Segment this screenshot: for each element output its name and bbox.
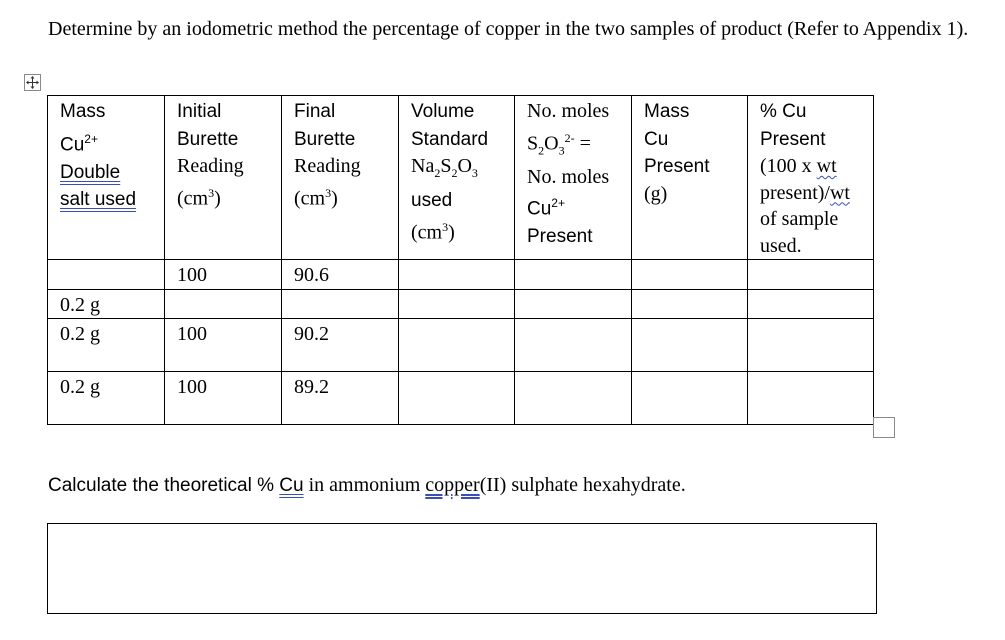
cell-final[interactable]: [282, 289, 399, 319]
header-final[interactable]: Final Burette Reading $(cm^3)$: [282, 96, 399, 260]
cell-final[interactable]: 90.2: [282, 319, 399, 372]
cell-mass-cu[interactable]: [632, 319, 748, 372]
table-row: [48, 260, 874, 290]
cell-mass[interactable]: 0.2 g: [48, 372, 165, 425]
header-mass[interactable]: Mass $Cu^{2+}$ Double salt used: [48, 96, 165, 260]
table-resize-handle[interactable]: [873, 417, 895, 438]
cell-moles[interactable]: [515, 372, 632, 425]
header-volume[interactable]: Volume Standard $Na_2S_2O_3$ used $(cm^3)$: [399, 96, 515, 260]
cell-moles[interactable]: [515, 289, 632, 319]
cell-percent-cu[interactable]: [748, 289, 874, 319]
cell-moles[interactable]: [515, 260, 632, 290]
cell-initial[interactable]: 100: [165, 319, 282, 372]
cell-volume[interactable]: [399, 260, 515, 290]
cell-initial[interactable]: 100: [165, 260, 282, 290]
header-moles[interactable]: No. moles $S_2O_3^{2-}$ = No. moles $Cu^{2+}$ Present: [515, 96, 632, 260]
cell-final[interactable]: 90.6: [282, 260, 399, 290]
question-text: Calculate the theoretical % Cu in ammonium copper(II) sulphate hexahydrate.: [48, 474, 686, 496]
cell-percent-cu[interactable]: [748, 319, 874, 372]
results-table: [47, 95, 874, 425]
cell-volume[interactable]: [399, 372, 515, 425]
cell-percent-cu[interactable]: [748, 260, 874, 290]
header-percent-cu[interactable]: % Cu Present (100 x wt present)/wt of sample used.: [748, 96, 874, 260]
header-initial[interactable]: Initial Burette Reading $(cm^3)$: [165, 96, 282, 260]
table-row: [48, 319, 874, 372]
cell-final[interactable]: 89.2: [282, 372, 399, 425]
cell-volume[interactable]: [399, 289, 515, 319]
table-row: [48, 372, 874, 425]
cell-mass[interactable]: 0.2 g: [48, 289, 165, 319]
cell-mass-cu[interactable]: [632, 372, 748, 425]
intro-paragraph: Determine by an iodometric method the percentage of copper in the two samples of product (Refer to Appendix 1).: [48, 18, 969, 40]
cell-volume[interactable]: [399, 319, 515, 372]
cell-mass-cu[interactable]: [632, 289, 748, 319]
cell-mass-cu[interactable]: [632, 260, 748, 290]
cell-mass[interactable]: 0.2 g: [48, 319, 165, 372]
table-move-handle-icon[interactable]: [24, 74, 41, 91]
header-mass-cu[interactable]: Mass Cu Present (g): [632, 96, 748, 260]
cell-initial[interactable]: [165, 289, 282, 319]
cell-percent-cu[interactable]: [748, 372, 874, 425]
answer-text-box[interactable]: [47, 523, 877, 614]
cell-initial[interactable]: 100: [165, 372, 282, 425]
table-row: [48, 289, 874, 319]
cell-mass[interactable]: [48, 260, 165, 290]
table-header-row: [48, 96, 874, 260]
cell-moles[interactable]: [515, 319, 632, 372]
